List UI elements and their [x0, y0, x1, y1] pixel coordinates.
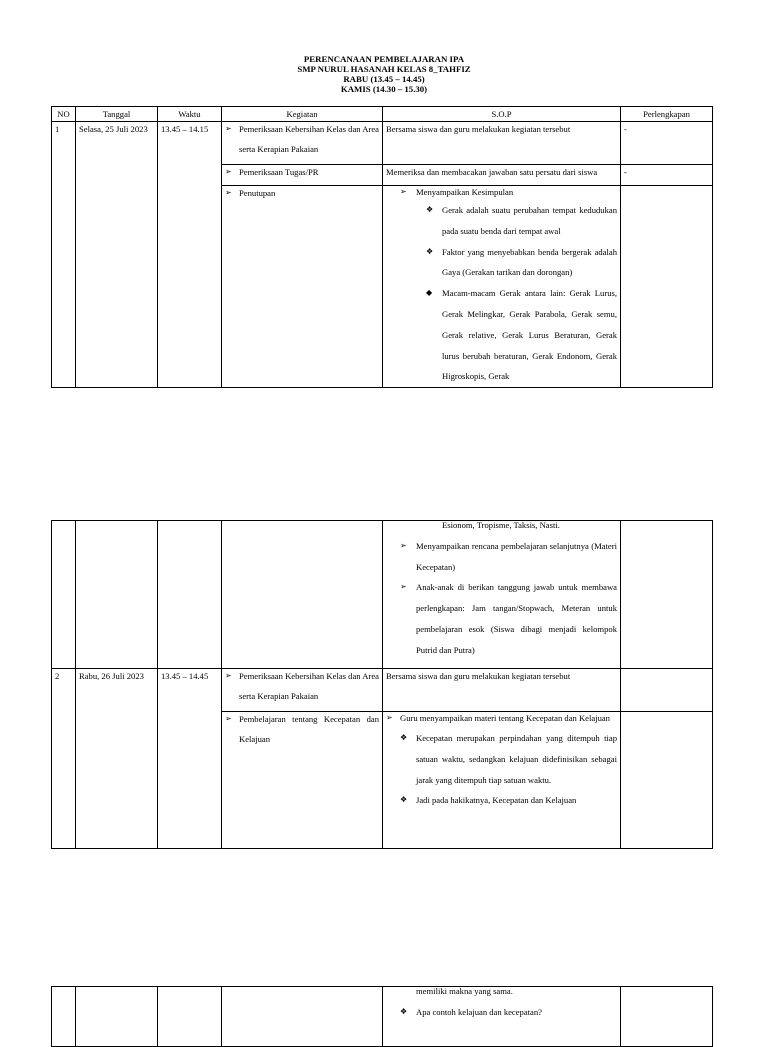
list-item: ➢ Menyampaikan rencana pembelajaran selanjutnya (Materi Kecepatan) [386, 536, 617, 578]
diamond-bullet-icon: ❖ [400, 733, 408, 742]
equipment-cell [621, 521, 713, 669]
list-item: ◆ Macam-macam Gerak antara lain: Gerak Lurus, Gerak Melingkar, Gerak Parabola, Gerak semu, Gerak relative, Gerak Lurus Beraturan, Gerak lurus berubah beraturan, Gerak Endonom, Gerak Higroskopis, Gerak [386, 283, 617, 387]
table-row [52, 669, 713, 712]
diamond-bullet-icon: ❖ [426, 246, 434, 256]
activity-cell [222, 987, 383, 1047]
list-item: ➢ Pembelajaran tentang Kecepatan dan Kelajuan [225, 709, 379, 749]
diamond-bullet-icon: ❖ [400, 1006, 408, 1016]
col-sop: S.O.P [383, 107, 621, 122]
row-number [52, 521, 76, 669]
list-item: ❖ Jadi pada hakikatnya, Kecepatan dan Kelajuan [386, 790, 617, 811]
equipment-cell [621, 712, 713, 849]
sop-cell [383, 712, 621, 849]
arrow-bullet-icon: ➢ [400, 187, 407, 196]
school-class: SMP NURUL HASANAH KELAS 8_TAHFIZ [297, 64, 471, 74]
arrow-bullet-icon: ➢ [400, 540, 407, 550]
table-row [52, 987, 713, 1047]
row-date: Selasa, 25 Juli 2023 [76, 122, 158, 388]
continued-text: Esionom, Tropisme, Taksis, Nasti. [442, 521, 560, 530]
list-item: ➢ Menyampaikan Kesimpulan [400, 187, 514, 197]
activity-cell [222, 712, 383, 849]
sop-cell [383, 987, 621, 1047]
sop-cell: Bersama siswa dan guru melakukan kegiatan tersebut [383, 669, 621, 712]
equipment-cell [621, 669, 713, 712]
row-time [158, 987, 222, 1047]
doc-title: PERENCANAAN PEMBELAJARAN IPA [303, 54, 465, 64]
list-item: ➢ Guru menyampaikan materi tentang Kecepatan dan Kelajuan [386, 712, 617, 728]
arrow-bullet-icon: ➢ [225, 188, 232, 197]
list-item: ❖ Gerak adalah suatu perubahan tempat kedudukan pada suatu benda dari tempat awal [386, 200, 617, 242]
list-item: ❖ Faktor yang menyebabkan benda bergerak adalah Gaya (Gerakan tarikan dan dorongan) [386, 242, 617, 284]
arrow-bullet-icon: ➢ [225, 167, 232, 176]
lesson-plan-table-page-2 [51, 520, 713, 849]
activity-cell [222, 521, 383, 669]
activity-cell [222, 165, 383, 186]
diamond-bullet-icon: ❖ [426, 205, 434, 214]
col-no: NO [52, 107, 76, 122]
sop-cell [383, 186, 621, 388]
equipment-cell: - [621, 165, 713, 186]
solid-diamond-bullet-icon: ◆ [426, 288, 433, 298]
col-waktu: Waktu [158, 107, 222, 122]
table-row [52, 122, 713, 165]
list-item: ❖ Kecepatan merupakan perpindahan yang ditempuh tiap satuan waktu, sedangkan kelajuan didefinisikan sebagai jarak yang ditempuh tiap satuan waktu. [386, 728, 617, 790]
lesson-plan-table-page-3 [51, 986, 713, 1047]
schedule-wednesday: RABU (13.45 – 14.45) [343, 74, 425, 84]
activity-cell [222, 669, 383, 712]
arrow-bullet-icon: ➢ [225, 124, 232, 133]
arrow-bullet-icon: ➢ [225, 714, 232, 723]
row-date [76, 987, 158, 1047]
document-header [0, 54, 768, 94]
diamond-bullet-icon: ❖ [400, 795, 408, 805]
lesson-plan-table-page-1 [51, 106, 713, 388]
row-number: 1 [52, 122, 76, 388]
list-item: ➢ Anak-anak di berikan tanggung jawab untuk membawa perlengkapan: Jam tangan/Stopwach, Meteran untuk pembelajaran esok (Siswa dibagi menjadi kelompok Putrid dan Putra) [386, 577, 617, 660]
col-tanggal: Tanggal [76, 107, 158, 122]
row-date [76, 521, 158, 669]
col-kegiatan: Kegiatan [222, 107, 383, 122]
row-time [158, 521, 222, 669]
list-item: ➢ Pemeriksaan Kebersihan Kelas dan Area serta Kerapian Pakaian [225, 119, 379, 159]
equipment-cell [621, 186, 713, 388]
sop-cell: Memeriksa dan membacakan jawaban satu persatu dari siswa [383, 165, 621, 186]
equipment-cell: - [621, 122, 713, 165]
row-number: 2 [52, 669, 76, 849]
table-header-row [52, 107, 713, 122]
col-perlengkapan: Perlengkapan [621, 107, 713, 122]
arrow-bullet-icon: ➢ [386, 713, 393, 722]
list-item: ➢ Pemeriksaan Tugas/PR [225, 167, 319, 177]
continued-text: memiliki makna yang sama. [416, 987, 513, 996]
list-item: ➢ Penutupan [225, 188, 276, 198]
table-row [52, 521, 713, 669]
activity-cell [222, 186, 383, 388]
sop-cell: Bersama siswa dan guru melakukan kegiatan tersebut [383, 122, 621, 165]
list-item: ➢ Pemeriksaan Kebersihan Kelas dan Area serta Kerapian Pakaian [225, 666, 379, 706]
arrow-bullet-icon: ➢ [225, 671, 232, 680]
activity-cell [222, 122, 383, 165]
row-time: 13.45 – 14.15 [158, 122, 222, 388]
row-number [52, 987, 76, 1047]
arrow-bullet-icon: ➢ [400, 582, 407, 592]
list-item: ❖ Apa contoh kelajuan dan kecepatan? [386, 1002, 617, 1023]
equipment-cell [621, 987, 713, 1047]
schedule-thursday: KAMIS (14.30 – 15.30) [340, 84, 428, 94]
sop-cell [383, 521, 621, 669]
row-date: Rabu, 26 Juli 2023 [76, 669, 158, 849]
row-time: 13.45 – 14.45 [158, 669, 222, 849]
